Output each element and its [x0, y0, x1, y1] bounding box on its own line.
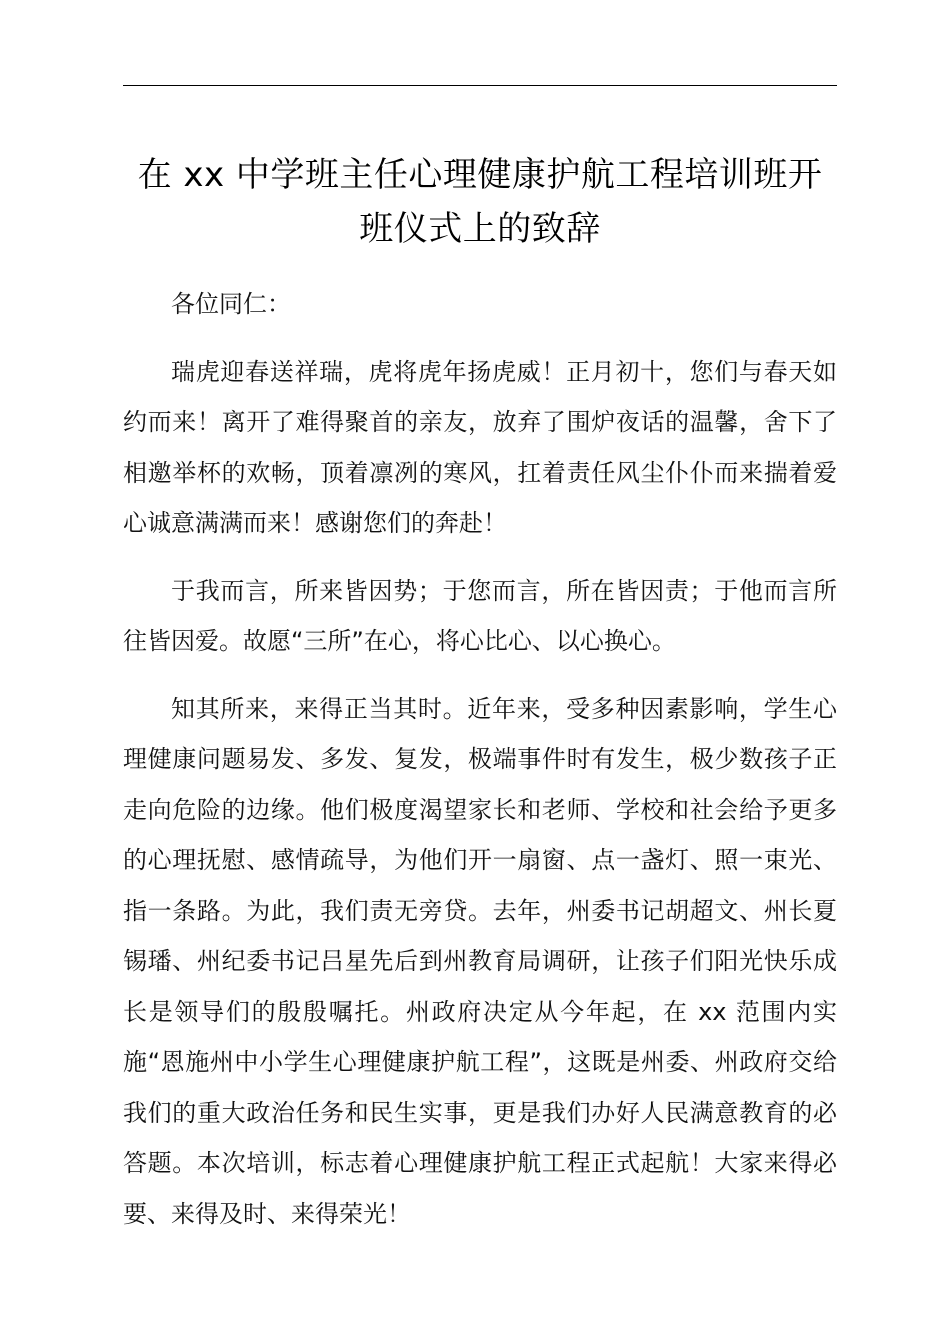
paragraph: 瑞虎迎春送祥瑞，虎将虎年扬虎威！正月初十，您们与春天如约而来！离开了难得聚首的亲友，放弃了围炉夜话的温馨，舍下了相邀举杯的欢畅，顶着凛冽的寒风，扛着责任风尘仆仆而来揣着爱心诚意满满而来！感谢您们的奔赴！ — [123, 357, 837, 537]
document-title: 在 xx 中学班主任心理健康护航工程培训班开班仪式上的致辞 — [137, 155, 823, 249]
document-body — [123, 279, 837, 1256]
header-rule — [123, 85, 837, 86]
paragraph: 知其所来，来得正当其时。近年来，受多种因素影响，学生心理健康问题易发、多发、复发，极端事件时有发生，极少数孩子正走向危险的边缘。他们极度渴望家长和老师、学校和社会给予更多的心理抚慰、感情疏导，为他们开一扇窗、点一盏灯、照一束光、指一条路。为此，我们责无旁贷。去年，州委书记胡超文、州长夏锡璠、州纪委书记吕星先后到州教育局调研，让孩子们阳光快乐成长是领导们的殷殷嘱托。州政府决定从今年起，在 xx 范围内实施“恩施州中小学生心理健康护航工程”，这既是州委、州政府交给我们的重大政治任务和民生实事，更是我们办好人民满意教育的必答题。本次培训，标志着心理健康护航工程正式起航！大家来得必要、来得及时、来得荣光！ — [123, 694, 837, 1228]
paragraph: 于我而言，所来皆因势；于您而言，所在皆因责；于他而言所往皆因爱。故愿“三所”在心，将心比心、以心换心。 — [123, 576, 837, 655]
salutation: 各位同仁： — [171, 290, 291, 318]
